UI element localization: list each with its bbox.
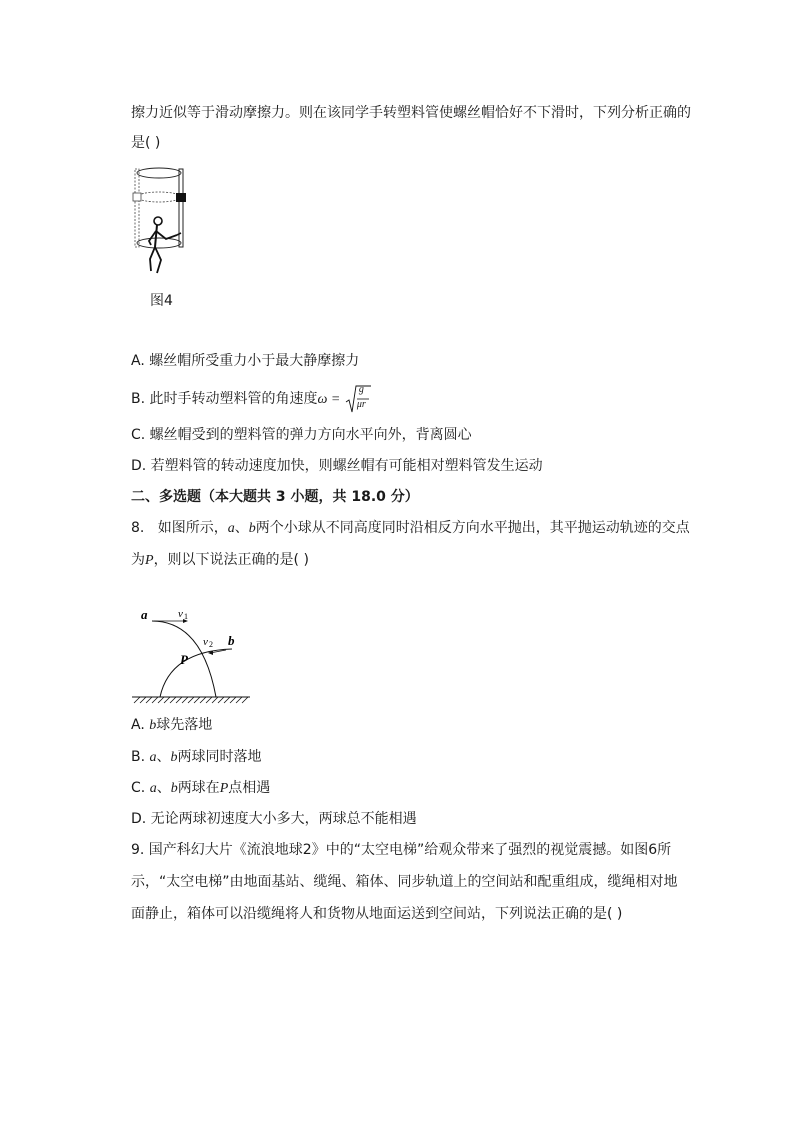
q8-option-c-mid: 两球在 [177,780,220,796]
q8-sep: 、 [234,520,249,536]
q8-fig-label-v1-sub: 1 [184,612,188,621]
q8-fig-label-v1: v [178,608,183,620]
q8-option-b-sep: 、 [156,749,171,765]
q8-var-p: P [145,553,154,568]
q8-option-c-sep: 、 [156,780,171,796]
q7-option-d: D. 若塑料管的转动速度加快，则螺丝帽有可能相对塑料管发生运动 [131,458,543,474]
q8-option-c [131,778,270,799]
q7-text-line2: 是( ) [131,135,161,151]
q7-figure-label: 图4 [150,293,173,309]
q8-option-b [131,747,262,768]
q7-option-b-prefix: B. 此时手转动塑料管的角速度 [131,391,318,407]
q8-line2-post: ，则以下说法正确的是( ) [153,552,309,568]
q9-line1: 9. 国产科幻大片《流浪地球2》中的“太空电梯”给观众带来了强烈的视觉震撼。如图6所 [131,842,672,858]
q7-option-b [131,385,371,414]
q8-line1-post: 两个小球从不同高度同时沿相反方向水平抛出，其平抛运动轨迹的交点 [255,520,690,536]
q8-option-c-var2: b [170,781,178,796]
q8-option-a-prefix: A. [131,717,150,733]
q8-line1-pre: 如图所示， [157,520,228,536]
q8-option-b-prefix: B. [131,749,150,765]
q8-option-c-var1: a [149,781,157,796]
q8-var-a: a [227,521,235,536]
q8-fig-label-p: P [180,652,188,667]
q7-formula-denominator: μr [356,399,366,410]
q8-option-c-text: 点相遇 [228,780,271,796]
q8-var-b: b [248,521,256,536]
section-heading: 二、多选题（本大题共 3 小题，共 18.0 分） [131,489,419,505]
q8-option-a [131,715,212,736]
q8-option-b-text: 两球同时落地 [177,749,262,765]
q7-option-b-formula-lhs: ω = [317,392,341,407]
q8-figure [130,603,255,708]
q7-option-b-sqrt [345,386,371,412]
q8-fig-label-b: b [228,633,235,648]
q8-fig-label-v2-sub: 2 [209,640,213,649]
q8-fig-label-a: a [141,607,148,622]
q9-line2: 示，“太空电梯”由地面基站、缆绳、箱体、同步轨道上的空间站和配重组成，缆绳相对地 [131,874,678,890]
q7-figure [130,163,190,278]
q7-option-c: C. 螺丝帽受到的塑料管的弹力方向水平向外，背离圆心 [131,427,472,443]
q8-line2-pre: 为 [131,552,145,568]
q8-option-c-var3: P [219,781,229,796]
q8-line2 [131,550,309,571]
q8-line1 [131,518,690,539]
q8-option-b-var2: b [170,750,178,765]
q8-option-c-prefix: C. [131,780,150,796]
q8-option-a-var: b [149,718,157,733]
q8-fig-label-v2: v [203,636,208,648]
q7-text-line1: 擦力近似等于滑动摩擦力。则在该同学手转塑料管使螺丝帽恰好不下滑时，下列分析正确的 [131,105,691,121]
q8-option-d: D. 无论两球初速度大小多大，两球总不能相遇 [131,811,417,827]
q7-formula-numerator: g [358,384,364,395]
q7-option-a: A. 螺丝帽所受重力小于最大静摩擦力 [131,353,360,369]
q9-line3: 面静止，箱体可以沿缆绳将人和货物从地面运送到空间站，下列说法正确的是( ) [131,906,623,922]
q8-number: 8. [131,520,145,536]
q8-option-a-text: 球先落地 [156,717,213,733]
q8-option-b-var1: a [149,750,157,765]
